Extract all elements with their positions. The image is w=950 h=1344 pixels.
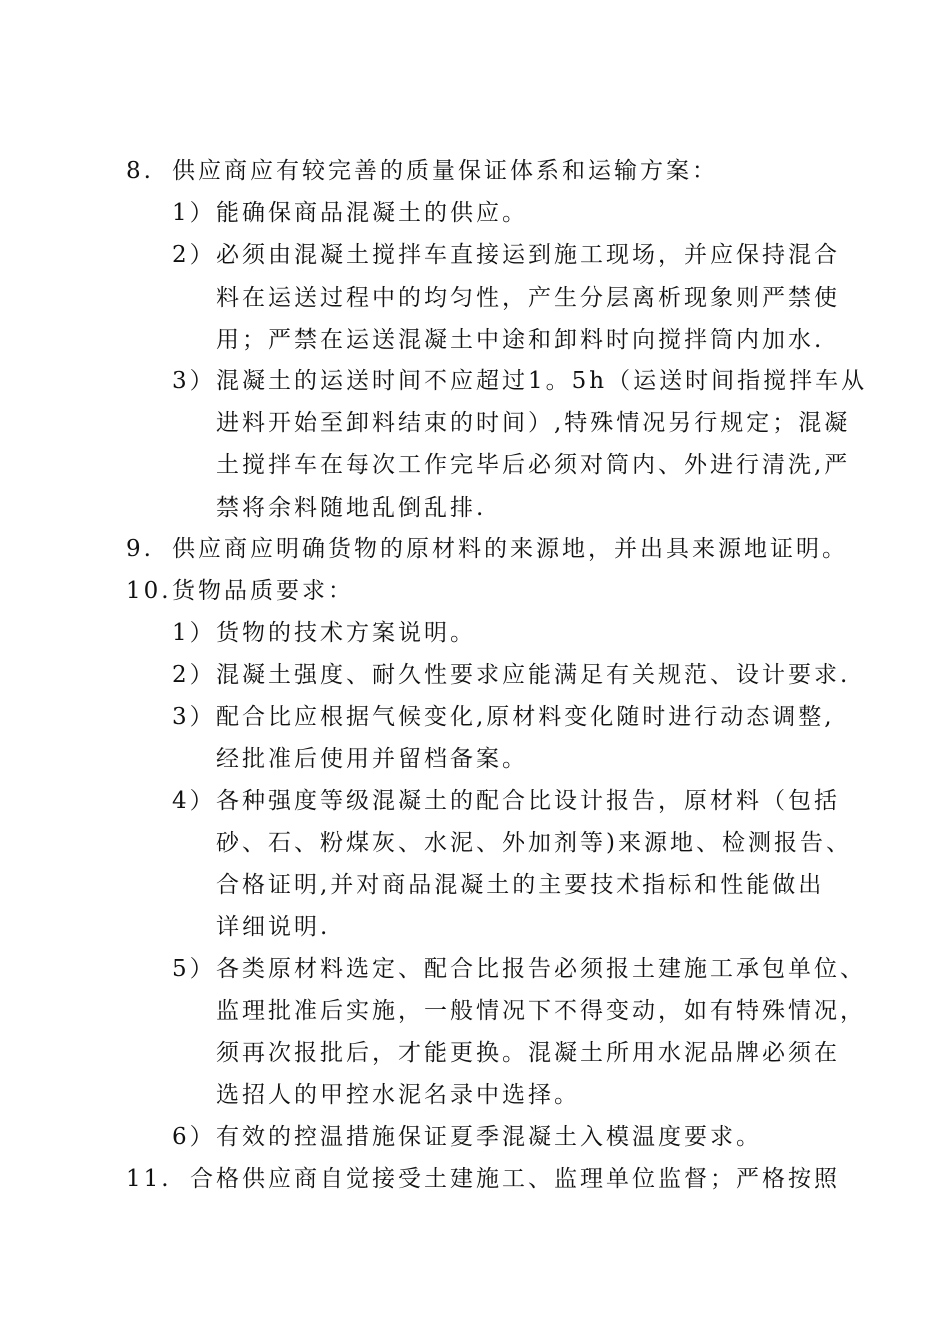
list-item-9 (126, 534, 848, 564)
item-number: 8. (126, 158, 154, 184)
item-text: 货物的技术方案说明。 (216, 620, 476, 646)
item-number: 6） (172, 1124, 216, 1150)
item-number: 5） (172, 956, 216, 982)
sub-item-10-5 (172, 954, 866, 984)
continuation-line (216, 1080, 580, 1110)
list-item-11 (126, 1164, 840, 1194)
item-number: 3） (172, 704, 216, 730)
sub-item-10-4 (172, 786, 840, 816)
list-item-10 (126, 576, 354, 606)
item-text: 土搅拌车在每次工作完毕后必须对筒内、外进行清洗,严 (216, 452, 851, 478)
item-text: 混凝土强度、耐久性要求应能满足有关规范、设计要求. (216, 662, 851, 688)
item-text: 必须由混凝土搅拌车直接运到施工现场，并应保持混合 (216, 242, 840, 268)
item-text: 能确保商品混凝土的供应。 (216, 200, 528, 226)
item-number: 4） (172, 788, 216, 814)
sub-item-8-3 (172, 366, 867, 396)
continuation-line (216, 325, 824, 355)
item-number: 11. (126, 1166, 172, 1192)
continuation-line (216, 450, 850, 480)
item-text: 料在运送过程中的均匀性，产生分层离析现象则严禁使 (216, 285, 840, 311)
item-number: 1） (172, 200, 216, 226)
continuation-line (216, 828, 852, 858)
sub-item-10-6 (172, 1122, 762, 1152)
item-text: 有效的控温措施保证夏季混凝土入模温度要求。 (216, 1124, 762, 1150)
item-number: 2） (172, 662, 216, 688)
item-text: 混凝土的运送时间不应超过1。5h（运送时间指搅拌车从 (216, 368, 868, 394)
continuation-line (216, 283, 840, 313)
sub-item-10-2 (172, 660, 850, 690)
item-number: 9. (126, 536, 154, 562)
item-number: 3） (172, 368, 216, 394)
continuation-line (216, 870, 824, 900)
sub-item-8-1 (172, 198, 528, 228)
item-text: 合格证明,并对商品混凝土的主要技术指标和性能做出 (216, 872, 825, 898)
item-number: 10. (126, 578, 172, 604)
item-text: 选招人的甲控水泥名录中选择。 (216, 1082, 580, 1108)
item-text: 用；严禁在运送混凝土中途和卸料时向搅拌筒内加水. (216, 327, 825, 353)
item-text: 供应商应有较完善的质量保证体系和运输方案： (172, 158, 718, 184)
item-text: 合格供应商自觉接受土建施工、监理单位监督；严格按照 (190, 1166, 840, 1192)
item-number: 2） (172, 242, 216, 268)
item-text: 砂、石、粉煤灰、水泥、外加剂等)来源地、检测报告、 (216, 830, 852, 856)
continuation-line (216, 1038, 840, 1068)
item-text: 供应商应明确货物的原材料的来源地，并出具来源地证明。 (172, 536, 848, 562)
item-text: 经批准后使用并留档备案。 (216, 746, 528, 772)
item-text: 详细说明. (216, 914, 331, 940)
item-text: 货物品质要求： (172, 578, 354, 604)
sub-item-8-2 (172, 240, 840, 270)
item-text: 各种强度等级混凝土的配合比设计报告，原材料（包括 (216, 788, 840, 814)
continuation-line (216, 408, 850, 438)
list-item-8 (126, 156, 718, 186)
item-number: 1） (172, 620, 216, 646)
item-text: 配合比应根据气候变化,原材料变化随时进行动态调整, (216, 704, 835, 730)
continuation-line (216, 493, 486, 523)
continuation-line (216, 912, 330, 942)
continuation-line (216, 996, 866, 1026)
item-text: 须再次报批后，才能更换。混凝土所用水泥品牌必须在 (216, 1040, 840, 1066)
sub-item-10-1 (172, 618, 476, 648)
item-text: 监理批准后实施，一般情况下不得变动，如有特殊情况， (216, 998, 866, 1024)
item-text: 进料开始至卸料结束的时间）,特殊情况另行规定；混凝 (216, 410, 851, 436)
sub-item-10-3 (172, 702, 835, 732)
continuation-line (216, 744, 528, 774)
item-text: 禁将余料随地乱倒乱排. (216, 495, 487, 521)
item-text: 各类原材料选定、配合比报告必须报土建施工承包单位、 (216, 956, 866, 982)
